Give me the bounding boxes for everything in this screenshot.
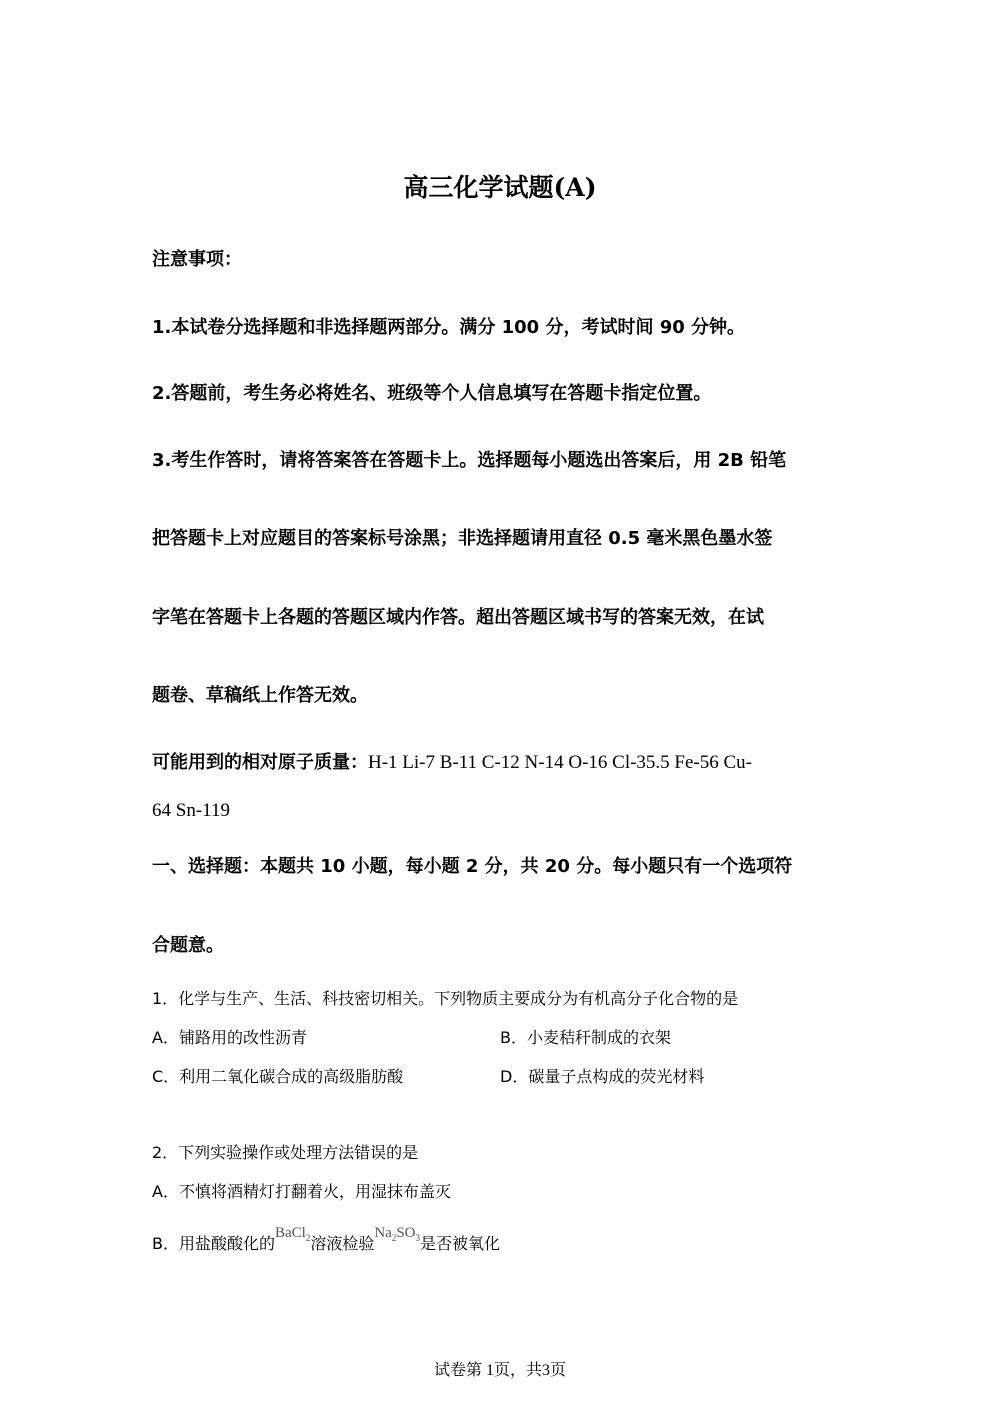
notice-item-2: 2.答题前，考生务必将姓名、班级等个人信息填写在答题卡指定位置。 bbox=[152, 383, 712, 404]
section-1-heading-line-1: 一、选择题：本题共 10 小题，每小题 2 分，共 20 分。每小题只有一个选项符 bbox=[152, 856, 793, 877]
exam-title: 高三化学试题(A) bbox=[403, 173, 597, 202]
notice-item-3-line-3: 字笔在答题卡上各题的答题区域内作答。超出答题区域书写的答案无效，在试 bbox=[152, 607, 764, 628]
section-1-heading-line-2: 合题意。 bbox=[152, 935, 224, 956]
option-b-middle: 溶液检验 bbox=[310, 1234, 375, 1253]
notice-item-3-line-2: 把答题卡上对应题目的答案标号涂黑；非选择题请用直径 0.5 毫米黑色墨水签 bbox=[152, 528, 773, 549]
atomic-mass-line-2: 64 Sn-119 bbox=[152, 800, 230, 821]
notice-heading: 注意事项： bbox=[152, 249, 242, 270]
atomic-mass-line-1 bbox=[152, 748, 752, 774]
atomic-mass-label: 可能用到的相对原子质量： bbox=[152, 752, 368, 773]
formula-bacl2: BaCl$_2$ bbox=[274, 1225, 311, 1243]
question-2-stem: 2．下列实验操作或处理方法错误的是 bbox=[152, 1143, 419, 1162]
page-footer: 试卷第 1页，共3页 bbox=[433, 1362, 566, 1379]
question-1-option-c: C．利用二氧化碳合成的高级脂肪酸 bbox=[152, 1067, 404, 1086]
option-b-prefix: B．用盐酸酸化的 bbox=[152, 1234, 275, 1253]
notice-item-3-line-1: 3.考生作答时，请将答案答在答题卡上。选择题每小题选出答案后，用 2B 铅笔 bbox=[152, 450, 787, 471]
notice-item-1: 1.本试卷分选择题和非选择题两部分。满分 100 分，考试时间 90 分钟。 bbox=[152, 317, 746, 338]
question-1-option-d: D．碳量子点构成的荧光材料 bbox=[500, 1067, 705, 1086]
question-2-option-a: A．不慎将酒精灯打翻着火，用湿抹布盖灭 bbox=[152, 1182, 451, 1201]
question-1-option-b: B．小麦秸秆制成的衣架 bbox=[500, 1028, 671, 1047]
question-1-option-a: A．铺路用的改性沥青 bbox=[152, 1028, 307, 1047]
formula-na2so3: $Na_2SO_3$ bbox=[374, 1225, 421, 1243]
question-1-stem: 1．化学与生产、生活、科技密切相关。下列物质主要成分为有机高分子化合物的是 bbox=[152, 989, 739, 1008]
atomic-mass-values: H-1 Li-7 B-11 C-12 N-14 O-16 Cl-35.5 Fe-56 Cu- bbox=[368, 752, 753, 773]
question-2-option-b bbox=[152, 1225, 501, 1255]
notice-item-3-line-4: 题卷、草稿纸上作答无效。 bbox=[152, 685, 368, 706]
option-b-suffix: 是否被氧化 bbox=[420, 1234, 501, 1253]
